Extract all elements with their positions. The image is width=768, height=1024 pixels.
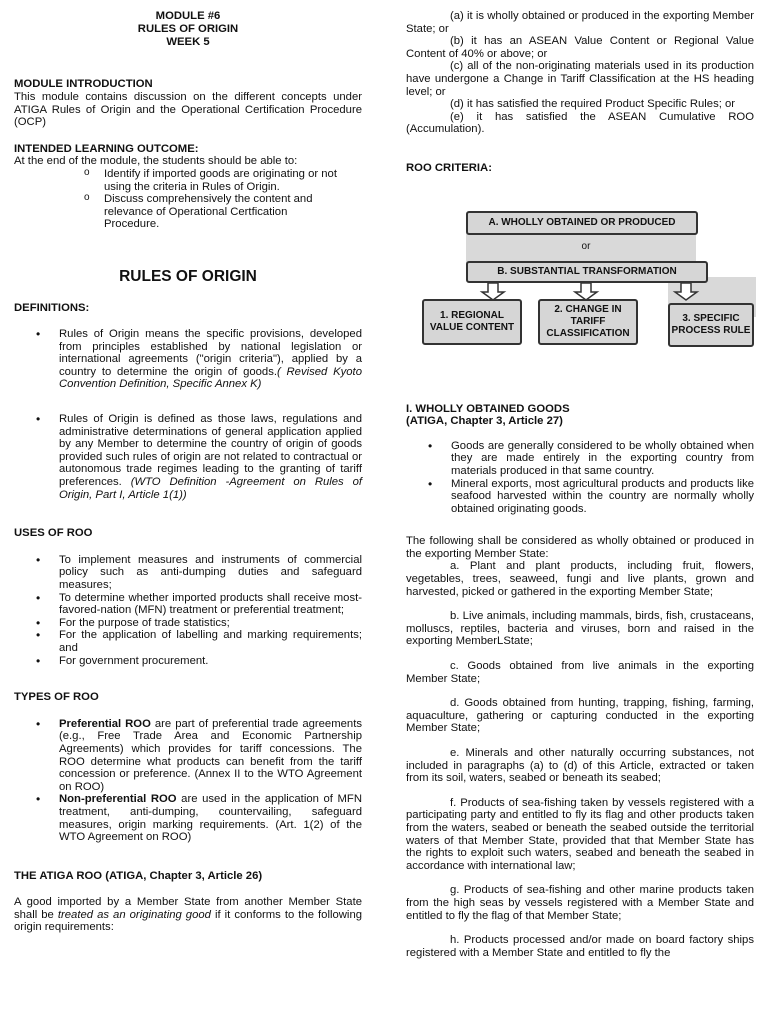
uses-item: • To determine whether imported products shall receive most-favored-nation (MFN) treatment or preferential treatment;	[14, 592, 362, 617]
wholly-bullets	[406, 440, 754, 516]
arrow-down-icon	[575, 283, 597, 300]
definition-citation: (WTO Definition -Agreement on Rules of Origin, Part I, Article 1(1))	[59, 476, 362, 501]
wholly-item: f. Products of sea-fishing taken by vessels registered with a participating party and entitled to fly its flag and other products taken from the waters, seabed or beneath the seabed outside the territorial waters of that Member State, provided that that Member State has the rights to exploit such waters, seabed and beneath the seabed in accordance with international law;	[406, 796, 754, 872]
definition-citation: ( Revised Kyoto Convention Definition, Specific Annex K)	[59, 365, 362, 391]
uses-item: • For the purpose of trade statistics;	[14, 617, 362, 630]
requirements-list	[406, 10, 754, 136]
outcome-lead: At the end of the module, the students should be able to:	[14, 155, 298, 168]
outcome-item: o Discuss comprehensively the content and relevance of Operational Certfication Procedure.	[14, 193, 362, 231]
uses-list	[14, 554, 362, 667]
uses-item: • For the application of labelling and marking requirements; and	[14, 629, 362, 654]
criteria-heading: ROO CRITERIA:	[406, 161, 492, 174]
wholly-item: c. Goods obtained from live animals in the exporting Member State;	[406, 660, 754, 685]
box-change-tariff-classification: 2. CHANGE IN TARIFF CLASSIFICATION	[538, 299, 638, 345]
atiga-text-part: A good imported by a Member State from another Member State shall be	[14, 896, 362, 921]
wholly-lead: The following shall be considered as wholly obtained or produced in the exporting Member State:	[406, 535, 754, 560]
wholly-item: d. Goods obtained from hunting, trapping, fishing, farming, aquaculture, gathering or capturing conducted in the exporting Member State;	[406, 697, 754, 735]
module-header	[14, 10, 362, 48]
wholly-subheading: (ATIGA, Chapter 3, Article 27)	[406, 415, 563, 428]
box-substantial-transformation: B. SUBSTANTIAL TRANSFORMATION	[466, 261, 708, 283]
arrow-down-icon	[675, 283, 697, 300]
types-item	[14, 718, 362, 794]
uses-item: • For government procurement.	[14, 655, 362, 668]
module-title: RULES OF ORIGIN	[137, 22, 239, 35]
right-column	[406, 10, 754, 959]
intro-heading: MODULE INTRODUCTION	[14, 78, 153, 91]
outcome-list	[14, 168, 362, 231]
requirement-item: (c) all of the non-originating materials used in its production have undergone a Change in Tariff Classification at the HS heading level; or	[406, 60, 754, 98]
left-column	[14, 10, 362, 934]
definition-item	[14, 328, 362, 391]
wholly-bullet: • Mineral exports, most agricultural products and products like seafood harvested within the country are normally wholly obtained originating goods.	[406, 478, 754, 516]
outcome-item: o Identify if imported goods are originating or not using the criteria in Rules of Origin.	[14, 168, 362, 193]
atiga-text	[14, 896, 362, 934]
types-text: are part of preferential trade agreements (e.g., Free Trade Area and Economic Partnership Agreements) which provides for tariff concessions. The ROO determine what products can benefit from the tariff concession or preference. (Annex II to the WTO Agreement on ROO)	[59, 717, 362, 793]
roo-criteria-diagram	[406, 211, 760, 361]
intro-text: This module contains discussion on the different concepts under ATIGA Rules of Origin and the Operational Certification Procedure (OCP)	[14, 90, 362, 129]
box-specific-process-rule: 3. SPECIFIC PROCESS RULE	[668, 303, 754, 347]
module-week: WEEK 5	[166, 35, 210, 48]
types-item	[14, 793, 362, 843]
module-number: MODULE #6	[155, 10, 221, 22]
definitions-list	[14, 328, 362, 501]
rules-of-origin-title: RULES OF ORIGIN	[119, 267, 257, 285]
requirement-item: (a) it is wholly obtained or produced in the exporting Member State; or	[406, 10, 754, 35]
arrow-down-icon	[482, 283, 504, 300]
wholly-item: e. Minerals and other naturally occurring substances, not included in paragraphs (a) to (d) of this Article, extracted or taken from its soil, waters, seabed or beneath its seabed;	[406, 747, 754, 785]
wholly-heading: I. WHOLLY OBTAINED GOODS	[406, 402, 570, 415]
outcome-heading: INTENDED LEARNING OUTCOME:	[14, 142, 199, 155]
definition-text: Rules of Origin is defined as those laws, regulations and administrative determinations of general application applied by any Member to determine the country of origin of goods provided such rules of origin are not related to contractual or autonomous trade regimes leading to the granting of tariff preferences.	[59, 413, 362, 489]
atiga-text-part: if it conforms to the following origin requirements:	[14, 908, 363, 934]
types-term: Non-preferential ROO	[59, 793, 177, 806]
wholly-item: h. Products processed and/or made on board factory ships registered with a Member State and entitled to fly the	[406, 934, 754, 959]
wholly-item: g. Products of sea-fishing and other marine products taken from the high seas by vessels registered with a Member State and entitled to fly the flag of that Member State;	[406, 884, 754, 922]
definition-item	[14, 413, 362, 501]
or-label: or	[581, 240, 591, 252]
requirement-item: (b) it has an ASEAN Value Content or Regional Value Content of 40% or above; or	[406, 35, 754, 60]
wholly-item: a. Plant and plant products, including fruit, flowers, vegetables, trees, seaweed, fungi and live plants, grown and harvested, picked or gathered in the exporting Member State;	[406, 560, 754, 598]
types-list	[14, 718, 362, 844]
uses-heading: USES OF ROO	[14, 527, 93, 540]
uses-item: • To implement measures and instruments of commercial policy such as anti-dumping duties and safeguard measures;	[14, 554, 362, 592]
wholly-bullet: • Goods are generally considered to be wholly obtained when they are made entirely in the exporting country from materials produced in that same country.	[406, 440, 754, 478]
types-term: Preferential ROO	[59, 717, 151, 730]
types-heading: TYPES OF ROO	[14, 691, 99, 704]
definition-text: Rules of Origin means the specific provisions, developed from principles established by national legislation or international agreements ("origin criteria"), applied by a country to determine the origin of goods.	[59, 328, 362, 378]
atiga-text-emphasis: treated as an originating good	[57, 908, 211, 921]
requirement-item: (d) it has satisfied the required Product Specific Rules; or	[450, 98, 736, 111]
atiga-heading: THE ATIGA ROO (ATIGA, Chapter 3, Article 26)	[14, 869, 263, 882]
wholly-item: b. Live animals, including mammals, birds, fish, crustaceans, molluscs, reptiles, bacteria and viruses, born and raised in the exporting MemberLState;	[406, 610, 754, 648]
requirement-item: (e) it has satisfied the ASEAN Cumulative ROO (Accumulation).	[406, 110, 754, 136]
definitions-heading: DEFINITIONS:	[14, 301, 90, 314]
types-text: are used in the application of MFN treatment, anti-dumping, countervailing, safeguard measures, origin marking requirements. (Art. 1(2) of the WTO Agreement on ROO)	[59, 793, 362, 844]
box-regional-value-content: 1. REGIONAL VALUE CONTENT	[422, 299, 522, 345]
box-wholly-obtained: A. WHOLLY OBTAINED OR PRODUCED	[466, 211, 698, 235]
